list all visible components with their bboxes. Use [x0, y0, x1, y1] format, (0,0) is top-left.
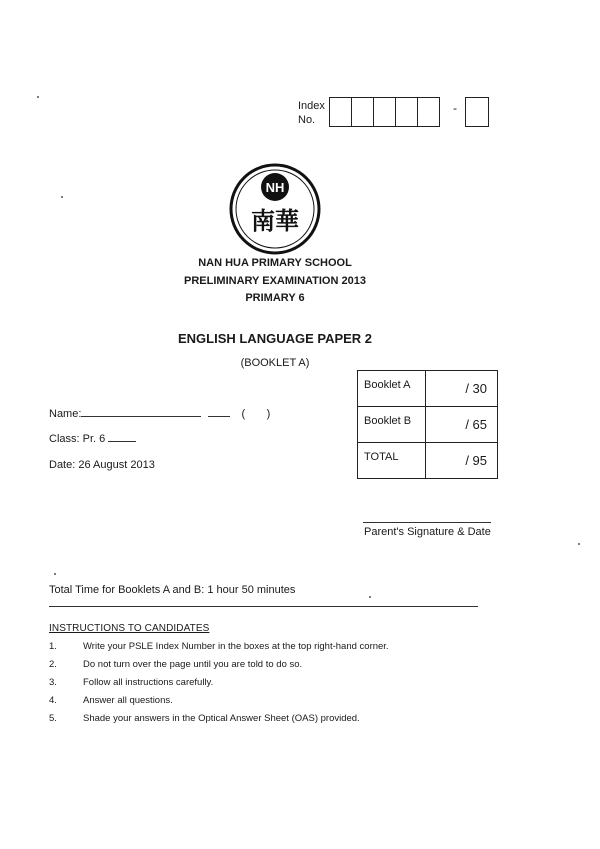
register-number-paren: ( )	[241, 408, 271, 420]
marks-value: / 65	[426, 407, 498, 443]
instruction-text: Follow all instructions carefully.	[83, 677, 214, 688]
date-field	[49, 459, 155, 471]
instructions-heading: INSTRUCTIONS TO CANDIDATES	[49, 623, 210, 634]
marks-value: / 30	[426, 371, 498, 407]
school-logo	[229, 163, 321, 255]
instructions-list	[49, 640, 389, 730]
name-label: Name:	[49, 408, 82, 420]
instruction-item	[49, 658, 389, 676]
class-line[interactable]	[108, 441, 136, 442]
instruction-text: Shade your answers in the Optical Answer Sheet (OAS) provided.	[83, 713, 360, 724]
class-field[interactable]	[49, 433, 136, 445]
index-dash: -	[453, 101, 457, 115]
name-line-short[interactable]	[208, 416, 230, 417]
divider	[49, 606, 478, 607]
instruction-item	[49, 712, 389, 730]
scan-speck	[61, 196, 63, 198]
name-line[interactable]	[81, 416, 201, 417]
level-title: PRIMARY 6	[245, 292, 305, 304]
marks-label: Booklet B	[358, 407, 426, 443]
marks-label: TOTAL	[358, 443, 426, 479]
index-label: Index No.	[298, 100, 325, 126]
marks-row	[358, 407, 498, 443]
index-box[interactable]	[417, 97, 440, 127]
instruction-text: Write your PSLE Index Number in the boxes at the top right-hand corner.	[83, 641, 389, 652]
booklet-label: (BOOKLET A)	[240, 357, 310, 369]
index-box[interactable]	[351, 97, 374, 127]
class-label: Class: Pr. 6	[49, 433, 106, 445]
instruction-item	[49, 694, 389, 712]
paper-title: ENGLISH LANGUAGE PAPER 2	[177, 331, 373, 346]
exam-title: PRELIMINARY EXAMINATION 2013	[184, 275, 366, 287]
date-label: Date:	[49, 459, 76, 471]
instruction-text: Do not turn over the page until you are told to do so.	[83, 659, 303, 670]
date-value: 26 August 2013	[78, 459, 155, 471]
instruction-text: Answer all questions.	[83, 695, 173, 706]
marks-row	[358, 371, 498, 407]
total-time: Total Time for Booklets A and B: 1 hour 50 minutes	[49, 584, 296, 596]
index-check-box[interactable]	[465, 97, 489, 127]
marks-row	[358, 443, 498, 479]
instruction-number: 3.	[49, 677, 57, 688]
scan-speck	[54, 573, 56, 575]
logo-initials: NH	[265, 180, 285, 195]
signature-label: Parent's Signature & Date	[364, 526, 491, 538]
instruction-number: 4.	[49, 695, 57, 706]
instruction-number: 5.	[49, 713, 57, 724]
marks-value: / 95	[426, 443, 498, 479]
marks-label: Booklet A	[358, 371, 426, 407]
name-field[interactable]	[49, 408, 270, 420]
marks-table	[357, 370, 498, 479]
scan-speck	[578, 543, 580, 545]
signature-line[interactable]	[363, 522, 491, 523]
instruction-item	[49, 676, 389, 694]
school-name: NAN HUA PRIMARY SCHOOL	[198, 257, 352, 269]
index-box[interactable]	[395, 97, 418, 127]
index-box[interactable]	[329, 97, 352, 127]
scan-speck	[369, 596, 371, 598]
scan-speck	[37, 96, 39, 98]
instruction-item	[49, 640, 389, 658]
index-box[interactable]	[373, 97, 396, 127]
instruction-number: 1.	[49, 641, 57, 652]
instruction-number: 2.	[49, 659, 57, 670]
logo-chinese: 南華	[251, 207, 299, 235]
index-number-boxes[interactable]	[329, 97, 439, 127]
